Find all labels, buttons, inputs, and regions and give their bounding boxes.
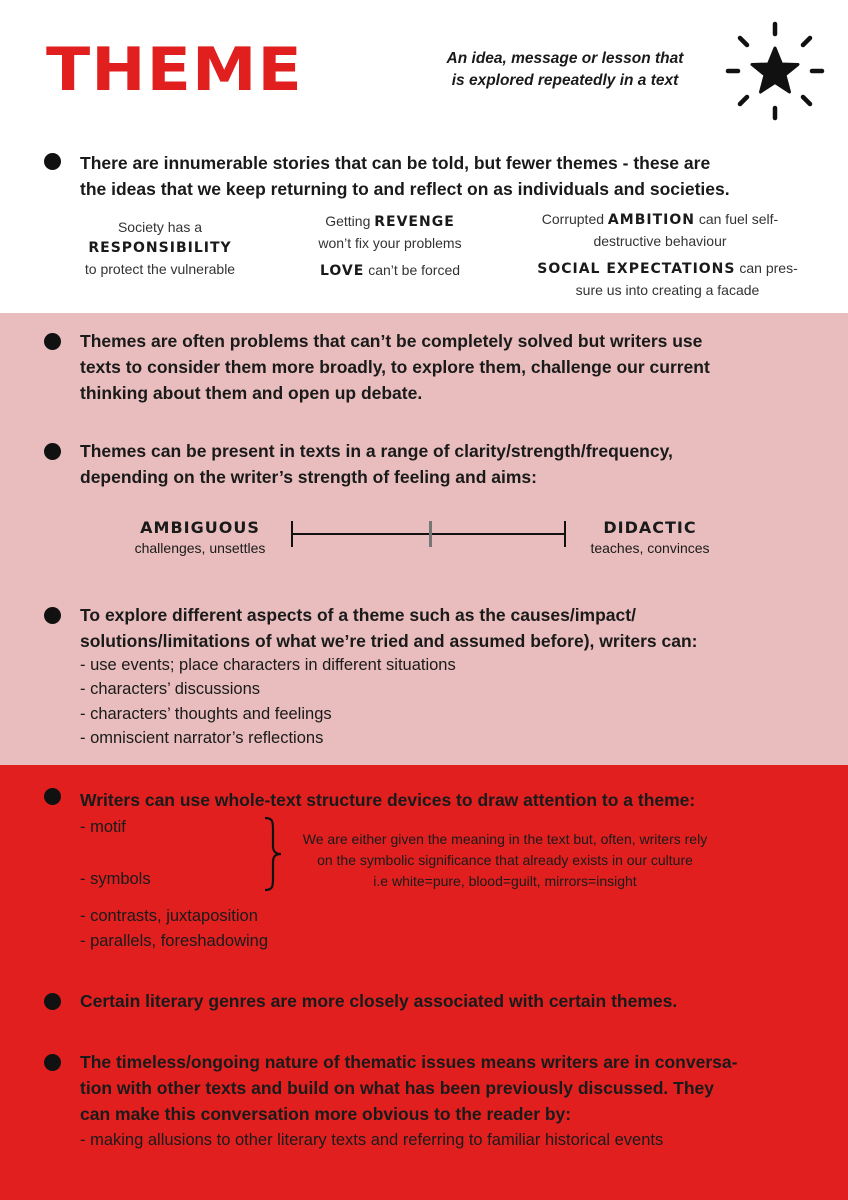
- star-icon: [724, 20, 826, 122]
- bullet-icon: [44, 788, 61, 805]
- scale-description: teaches, convinces: [590, 540, 710, 556]
- text-line: Themes are often problems that can’t be completely solved but writers use: [80, 331, 703, 351]
- example-text: sure us into creating a facade: [575, 282, 760, 298]
- example-line: [290, 211, 490, 233]
- example-responsibility: [60, 217, 260, 280]
- pink-point-1: [80, 328, 710, 406]
- intro-text: [80, 150, 730, 202]
- text-line: texts to consider them more broadly, to explore them, challenge our current: [80, 357, 710, 377]
- scale-keyword: AMBIGUOUS: [140, 518, 260, 537]
- example-text: destructive behaviour: [593, 233, 727, 249]
- example-text: Society has a: [117, 219, 203, 235]
- page-title: THEME: [46, 35, 303, 105]
- bullet-icon: [44, 153, 61, 170]
- text-line: i.e white=pure, blood=guilt, mirrors=insight: [373, 873, 637, 889]
- example-ambition: [515, 209, 805, 252]
- red-point-3: [80, 1049, 737, 1127]
- scale-left-tick: [291, 521, 293, 547]
- example-text: won’t fix your problems: [318, 235, 462, 251]
- list-item: - making allusions to other literary texts and referring to familiar historical events: [80, 1131, 664, 1149]
- example-revenge: [290, 211, 490, 254]
- text-line: solutions/limitations of what we’re tried and assumed before), writers can:: [80, 631, 698, 651]
- list-item: - contrasts, juxtaposition: [80, 907, 258, 925]
- example-text: can pres-: [739, 260, 798, 276]
- theme-definition: [420, 48, 710, 93]
- scale-keyword: DIDACTIC: [603, 518, 697, 537]
- example-text: can fuel self-: [698, 211, 779, 227]
- brace-icon: [262, 816, 284, 892]
- list-item: - symbols: [80, 870, 151, 888]
- example-text: to protect the vulnerable: [84, 261, 236, 277]
- example-line: [515, 209, 805, 231]
- list-item: - parallels, foreshadowing: [80, 932, 269, 950]
- symbolism-note: [285, 829, 725, 892]
- example-text: Getting: [325, 213, 371, 229]
- list-item: - use events; place characters in different situations: [80, 656, 456, 674]
- red-point-1: Writers can use whole-text structure devices to draw attention to a theme:: [80, 790, 696, 810]
- pink-point-2: [80, 438, 673, 490]
- example-social-expectations: [515, 258, 820, 301]
- definition-line: is explored repeatedly in a text: [451, 72, 679, 90]
- text-line: depending on the writer’s strength of feeling and aims:: [80, 467, 537, 487]
- scale-mid-tick: [429, 521, 432, 547]
- scale-right-label: [570, 518, 730, 558]
- text-line: The timeless/ongoing nature of thematic issues means writers are in conversa-: [80, 1052, 738, 1072]
- scale-left-label: [110, 518, 290, 558]
- text-line: can make this conversation more obvious to the reader by:: [80, 1104, 572, 1124]
- text-line: tion with other texts and build on what has been previously discussed. They: [80, 1078, 714, 1098]
- scale-description: challenges, unsettles: [134, 540, 266, 556]
- example-keyword: REVENGE: [374, 214, 455, 230]
- bullet-icon: [44, 333, 61, 350]
- bullet-icon: [44, 443, 61, 460]
- example-keyword: RESPONSIBILITY: [88, 240, 232, 256]
- text-line: on the symbolic significance that already exists in our culture: [317, 852, 693, 868]
- example-keyword: AMBITION: [607, 212, 695, 228]
- list-item: - characters’ thoughts and feelings: [80, 705, 332, 723]
- example-keyword: LOVE: [319, 263, 365, 279]
- text-line: To explore different aspects of a theme such as the causes/impact/: [80, 605, 636, 625]
- bullet-icon: [44, 1054, 61, 1071]
- text-line: the ideas that we keep returning to and reflect on as individuals and societies.: [80, 179, 730, 199]
- text-line: There are innumerable stories that can be told, but fewer themes - these are: [80, 153, 711, 173]
- bullet-icon: [44, 607, 61, 624]
- text-line: thinking about them and open up debate.: [80, 383, 423, 403]
- list-item: - characters’ discussions: [80, 680, 261, 698]
- example-keyword: SOCIAL EXPECTATIONS: [537, 261, 736, 277]
- pink-point-3: [80, 602, 697, 654]
- bullet-icon: [44, 993, 61, 1010]
- list-item: - motif: [80, 818, 126, 836]
- example-text: can’t be forced: [368, 262, 461, 278]
- example-line: [515, 258, 820, 280]
- text-line: We are either given the meaning in the text but, often, writers rely: [302, 831, 708, 847]
- example-love: [290, 260, 490, 282]
- list-item: - omniscient narrator’s reflections: [80, 729, 324, 747]
- example-text: Corrupted: [541, 211, 605, 227]
- red-point-2: Certain literary genres are more closely associated with certain themes.: [80, 991, 678, 1011]
- text-line: Themes can be present in texts in a range of clarity/strength/frequency,: [80, 441, 673, 461]
- definition-line: An idea, message or lesson that: [446, 50, 684, 67]
- scale-right-tick: [564, 521, 566, 547]
